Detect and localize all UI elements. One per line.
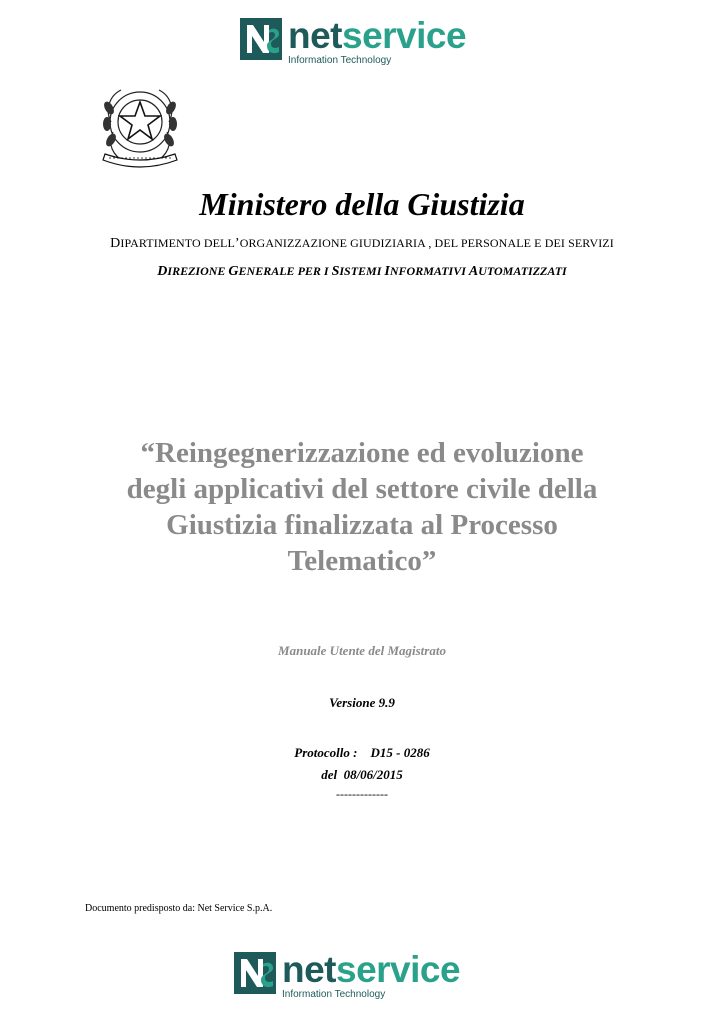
version-label: Versione 9.9 [329,695,395,710]
logo-tagline: Information Technology [288,55,392,66]
header-logo [240,15,467,67]
separator-dashes: ------------- [336,787,388,801]
netservice-logo-mark-icon [234,952,276,994]
prepared-by-note: Documento predisposto da: Net Service S.p.A. [85,903,273,914]
document-title [90,435,634,579]
title-line: “Reingegnerizzazione ed evoluzione [140,437,584,469]
footer-logo [234,949,461,1001]
italian-republic-emblem-icon [97,82,183,174]
title-line: degli applicativi del settore civile della [126,473,598,505]
manual-subtitle: Manuale Utente del Magistrato [278,643,446,658]
ministry-title: Ministero della Giustizia [199,186,525,222]
netservice-logo-mark-icon [240,18,282,60]
logo-wordmark: netservice [288,15,467,56]
title-line: Telematico” [287,545,437,577]
title-line: Giustizia finalizzata al Processo [166,509,558,541]
logo-wordmark: netservice [282,949,461,990]
logo-tagline: Information Technology [282,989,386,1000]
department-line: DIPARTIMENTO DELL’ORGANIZZAZIONE GIUDIZIARIA , DEL PERSONALE E DEI SERVIZI [110,236,614,251]
directorate-line: DIREZIONE GENERALE PER I SISTEMI INFORMATIVI AUTOMATIZZATI [157,264,567,279]
protocol-number: Protocollo : D15 - 0286 [294,745,430,760]
protocol-date: del 08/06/2015 [321,767,403,782]
